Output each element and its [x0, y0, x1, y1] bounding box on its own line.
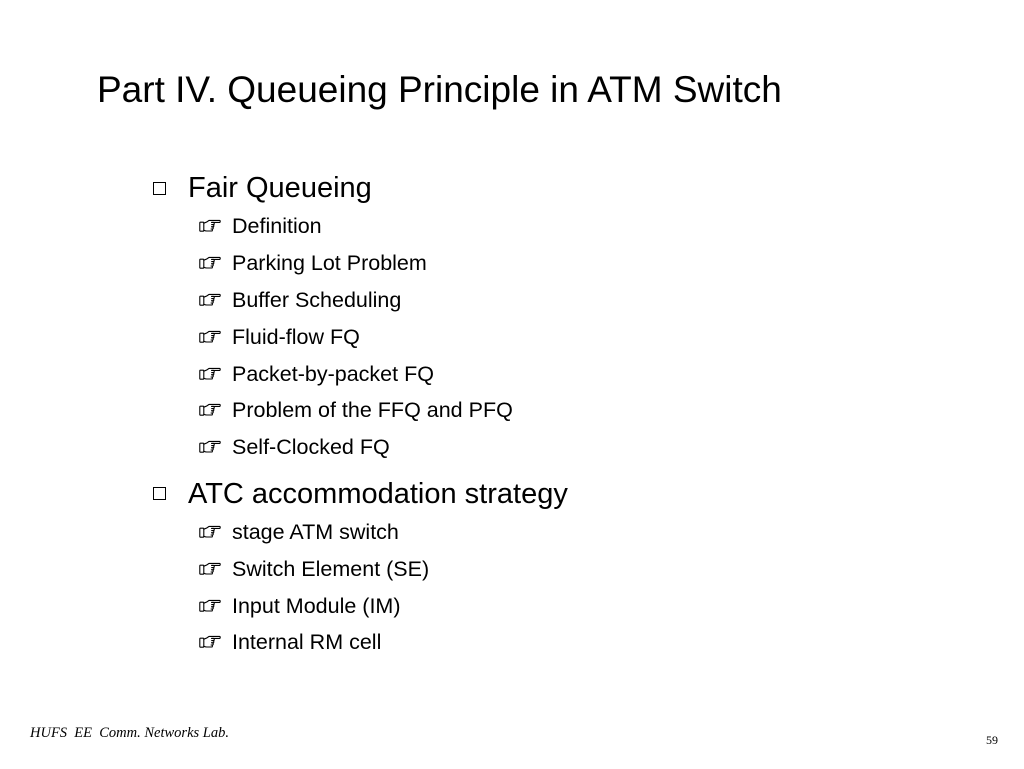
- bullet-section: [152, 474, 972, 661]
- pointing-hand-icon: [199, 561, 221, 577]
- sub-bullet-label: Fluid-flow FQ: [232, 324, 360, 349]
- pointing-hand-icon: [199, 402, 221, 418]
- slide-title: Part IV. Queueing Principle in ATM Switch: [97, 69, 782, 110]
- sub-bullet-item: [199, 245, 972, 282]
- sub-bullet-item: [199, 514, 972, 551]
- pointing-hand-icon: [199, 439, 221, 455]
- pointing-hand-icon: [199, 524, 221, 540]
- footer-lab-name: HUFS EE Comm. Networks Lab.: [30, 725, 229, 741]
- pointing-hand-icon: [199, 634, 221, 650]
- sub-bullet-label: stage ATM switch: [232, 519, 399, 544]
- sub-bullet-item: [199, 355, 972, 392]
- sub-bullet-item: [199, 550, 972, 587]
- sub-bullet-label: Input Module (IM): [232, 593, 401, 618]
- square-outline-bullet-icon: [153, 182, 166, 195]
- sub-bullet-label: Parking Lot Problem: [232, 251, 427, 276]
- pointing-hand-icon: [199, 292, 221, 308]
- sub-bullet-label: Buffer Scheduling: [232, 287, 402, 312]
- sub-bullet-item: [199, 624, 972, 661]
- bullet-section-heading: [152, 474, 972, 514]
- sub-bullet-item: [199, 318, 972, 355]
- sub-bullet-item: [199, 587, 972, 624]
- sub-bullet-item: [199, 282, 972, 319]
- pointing-hand-icon: [199, 366, 221, 382]
- pointing-hand-icon: [199, 329, 221, 345]
- pointing-hand-icon: [199, 218, 221, 234]
- sub-bullet-label: Self-Clocked FQ: [232, 435, 390, 460]
- bullet-section-heading: [152, 168, 972, 208]
- bullet-list: [152, 168, 972, 661]
- bullet-section: [152, 168, 972, 466]
- bullet-section-label: Fair Queueing: [188, 172, 372, 204]
- sub-bullet-label: Internal RM cell: [232, 630, 382, 655]
- bullet-section-label: ATC accommodation strategy: [188, 477, 568, 510]
- square-outline-bullet-icon: [153, 487, 166, 500]
- sub-bullet-item: [199, 392, 972, 429]
- pointing-hand-icon: [199, 598, 221, 614]
- sub-bullet-list: [152, 514, 972, 661]
- sub-bullet-item: [199, 429, 972, 466]
- sub-bullet-label: Problem of the FFQ and PFQ: [232, 398, 513, 423]
- sub-bullet-item: [199, 208, 972, 245]
- sub-bullet-label: Switch Element (SE): [232, 556, 430, 581]
- sub-bullet-label: Definition: [232, 214, 322, 239]
- sub-bullet-list: [152, 208, 972, 466]
- pointing-hand-icon: [199, 255, 221, 271]
- page-number: 59: [986, 733, 998, 747]
- sub-bullet-label: Packet-by-packet FQ: [232, 361, 434, 386]
